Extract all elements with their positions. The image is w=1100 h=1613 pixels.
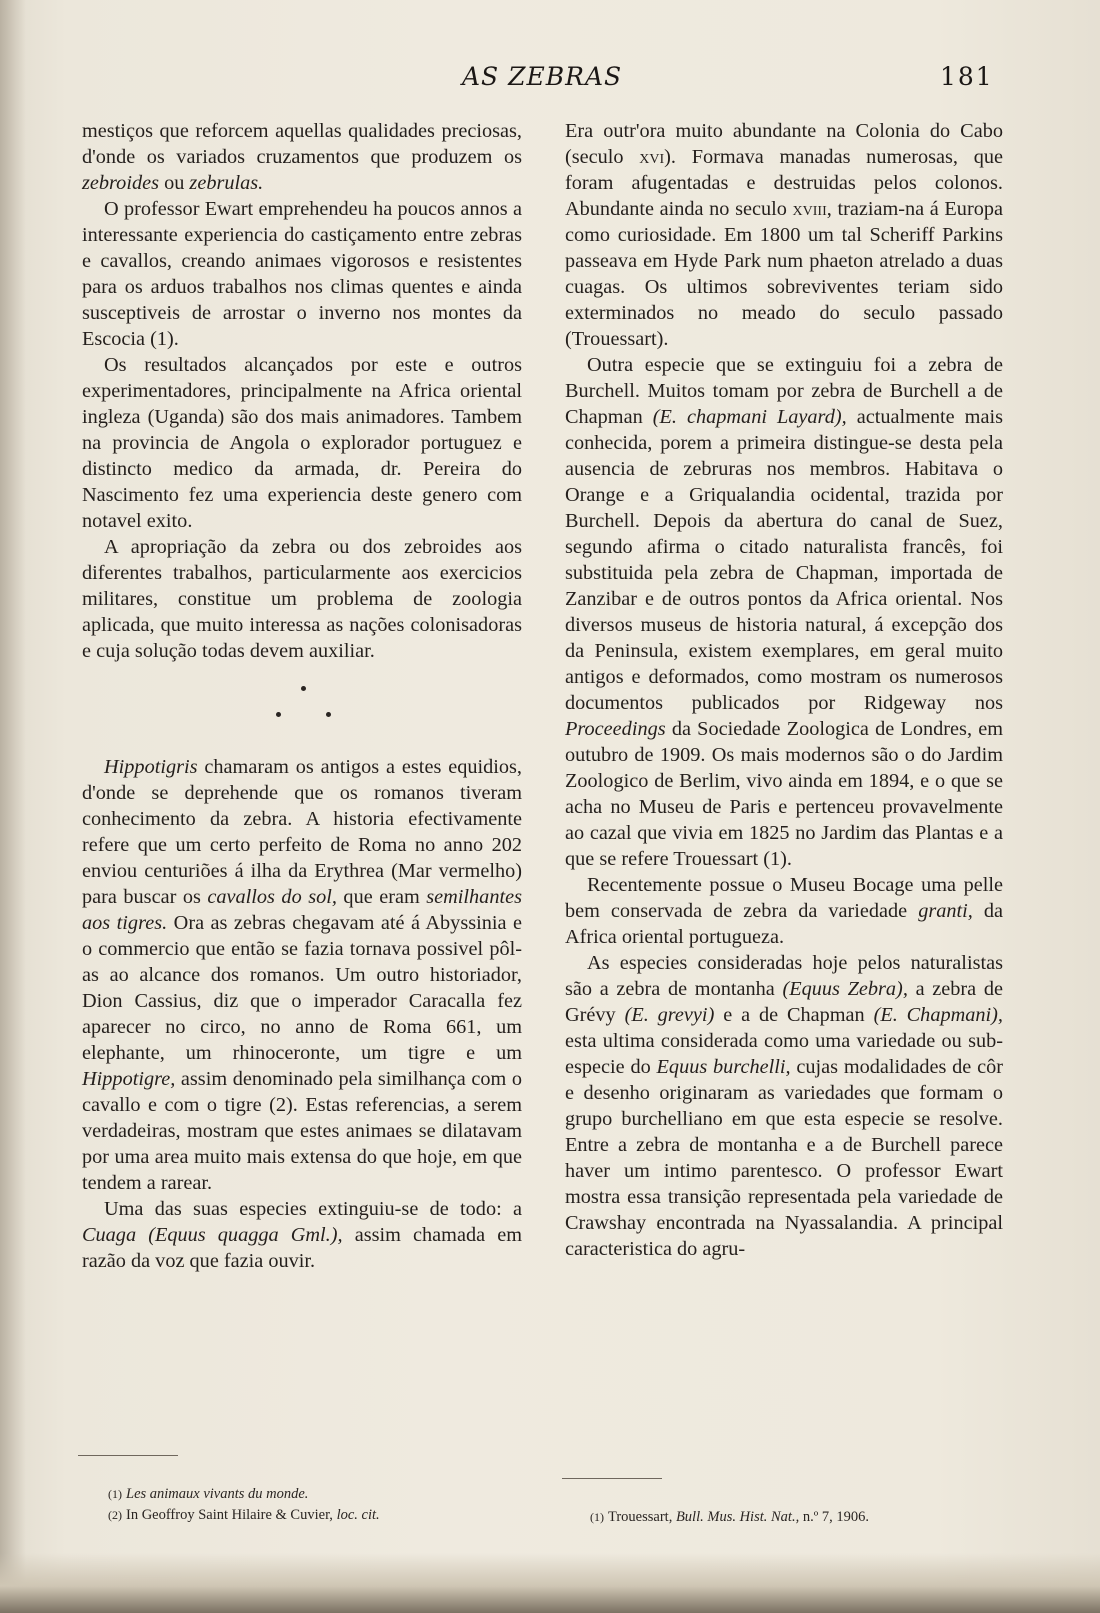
asterism-dot: [326, 712, 331, 717]
bottom-edge-shadow: [0, 1553, 1100, 1613]
paragraph: Era outr'ora muito abundante na Colonia do Cabo (seculo xvi). Formava manadas numerosas, que foram afugentadas e destruidas pelos colonos. Abundante ainda no seculo xviii, traziam-na á Europa como curiosidade. Em 1800 um tal Scheriff Parkins passeava em Hyde Park num phaeton atrelado a duas cuagas. Os ultimos sobreviventes teriam sido exterminados no meado do seculo passado (Trouessart).: [565, 120, 1003, 350]
left-column: [82, 118, 522, 1274]
paragraph: Os resultados alcançados por este e outros experimentadores, principalmente na Africa oriental ingleza (Uganda) são dos mais animadores. Tambem na provincia de Angola o explorador portuguez e distincto medico da armada, dr. Pereira do Nascimento fez uma experiencia deste genero com notavel exito.: [82, 354, 522, 532]
paragraph: Recentemente possue o Museu Bocage uma pelle bem conservada de zebra da variedade granti, da Africa oriental portugueza.: [565, 874, 1003, 948]
asterism-dot: [301, 686, 306, 691]
asterism-dot: [276, 712, 281, 717]
footnote: (1) Trouessart, Bull. Mus. Hist. Nat., n.º 7, 1906.: [590, 1509, 869, 1525]
section-divider-asterism: [82, 676, 522, 746]
paragraph: Outra especie que se extinguiu foi a zebra de Burchell. Muitos tomam por zebra de Burchell a de Chapman (E. chapmani Layard), actualmente mais conhecida, porem a primeira distingue-se desta pela ausencia de zebruras nos membros. Habitava o Orange e a Griqualandia ocidental, trazida por Burchell. Depois da abertura do canal de Suez, segundo afirma o citado naturalista francês, foi substituida pela zebra de Chapman, importada de Zanzibar e de outros pontos da Africa oriental. Nos diversos museus de historia natural, á excepção dos da Peninsula, existem exemplares, em geral muito antigos e deformados, como mostram os numerosos documentos publicados por Ridgeway nos Proceedings da Sociedade Zoologica de Londres, em outubro de 1909. Os mais modernos são o do Jardim Zoologico de Berlim, vivo ainda em 1894, e o que se acha no Museu de Paris e pertenceu provavelmente ao cazal que vivia em 1825 no Jardim das Plantas e a que se refere Trouessart (1).: [565, 354, 1003, 870]
footnote: (2) In Geoffroy Saint Hilaire & Cuvier, loc. cit.: [108, 1507, 380, 1523]
paragraph: mestiços que reforcem aquellas qualidades preciosas, d'onde os variados cruzamentos que produzem os zebroides ou zebrulas.: [82, 120, 522, 194]
footnote: (1) Les animaux vivants du monde.: [108, 1486, 309, 1502]
paragraph: Uma das suas especies extinguiu-se de todo: a Cuaga (Equus quagga Gml.), assim chamada em razão da voz que fazia ouvir.: [82, 1198, 522, 1272]
paragraph: Hippotigris chamaram os antigos a estes equidios, d'onde se deprehende que os romanos tiveram conhecimento da zebra. A historia efectivamente refere que um certo perfeito de Roma no anno 202 enviou centuriões á ilha da Erythrea (Mar vermelho) para buscar os cavallos do sol, que eram semilhantes aos tigres. Ora as zebras chegavam até á Abyssinia e o commercio que então se fazia tornava possivel pôl-as ao alcance dos romanos. Um outro historiador, Dion Cassius, diz que o imperador Caracalla fez aparecer no circo, no anno de Roma 661, um elephante, um rhinoceronte, um tigre e um Hippotigre, assim denominado pela similhança com o cavallo e com o tigre (2). Estas referencias, a serem verdadeiras, mostram que estes animaes se dilatavam por uma area muito mais extensa do que hoje, em que tendem a rarear.: [82, 756, 522, 1194]
right-column: [565, 118, 1003, 1262]
paragraph: O professor Ewart emprehendeu ha poucos annos a interessante experiencia do castiçamento entre zebras e cavallos, creando animaes vigorosos e resistentes para os arduos trabalhos nos climas quentes e ainda susceptiveis de arrostar o inverno nos montes da Escocia (1).: [82, 198, 522, 350]
page-number: 181: [940, 62, 994, 91]
footnote-rule: [562, 1478, 662, 1479]
running-header-title: AS ZEBRAS: [462, 62, 623, 91]
footnote-rule: [78, 1455, 178, 1456]
paragraph: As especies consideradas hoje pelos naturalistas são a zebra de montanha (Equus Zebra), a zebra de Grévy (E. grevyi) e a de Chapman (E. Chapmani), esta ultima considerada como uma variedade ou sub-especie do Equus burchelli, cujas modalidades de côr e desenho originaram as variedades que formam o grupo burchelliano em que esta especie se resolve. Entre a zebra de montanha e a de Burchell parece haver um intimo parentesco. O professor Ewart mostra essa transição representada pela variedade de Crawshay encontrada na Nyassalandia. A principal caracteristica do agru-: [565, 952, 1003, 1260]
gutter-shadow: [0, 0, 26, 1613]
paragraph: A apropriação da zebra ou dos zebroides aos diferentes trabalhos, particularmente aos exercicios militares, constitue um problema de zoologia aplicada, que muito interessa as nações colonisadoras e cuja solução todas devem auxiliar.: [82, 536, 522, 662]
